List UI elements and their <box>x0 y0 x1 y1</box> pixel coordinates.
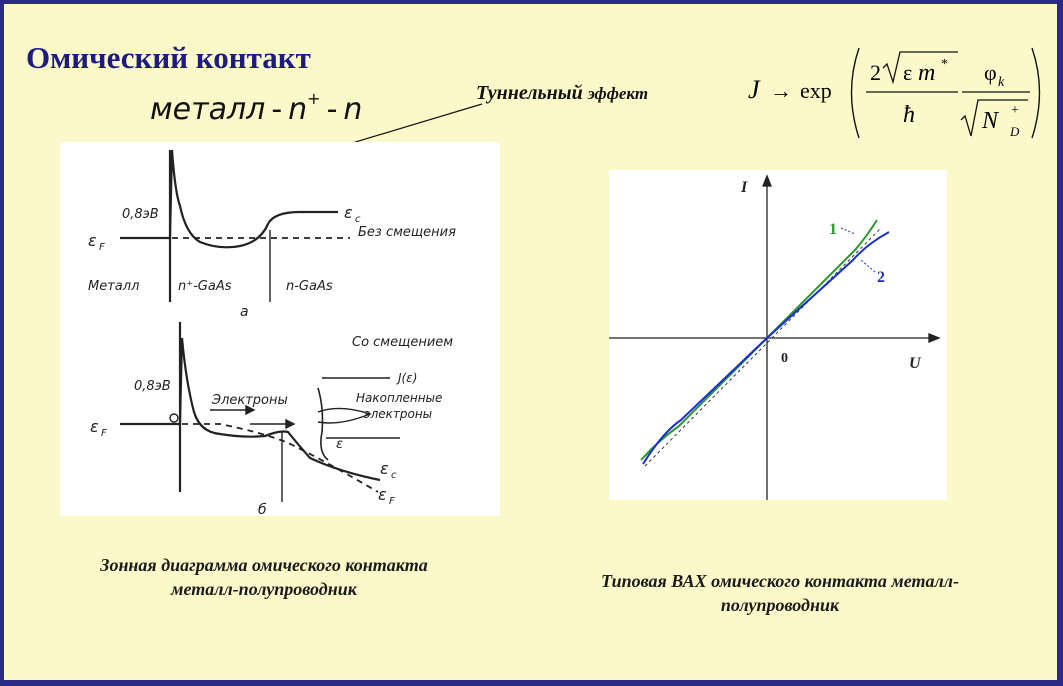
eq-hbar: ħ <box>903 102 915 128</box>
ef-label-b2: ε <box>378 485 387 504</box>
iv-plot-panel <box>609 170 947 500</box>
iv-curve2-label: 2 <box>877 269 885 286</box>
barrier-label-a: 0,8эВ <box>122 207 159 222</box>
iv-linear-ref <box>645 228 881 466</box>
band-a-conduction <box>120 150 338 247</box>
band-b-distribution <box>318 388 328 460</box>
slide-title: Омический контакт <box>26 40 311 75</box>
accumulated-label-2: электроны <box>364 407 433 421</box>
iv-y-arrowhead <box>763 176 771 186</box>
barrier-label-b: 0,8эВ <box>134 379 171 394</box>
ef-label-b: ε <box>90 417 99 436</box>
ec-label-a: ε <box>344 203 353 222</box>
eq-star: * <box>941 57 948 72</box>
accumulated-label-1: Накопленные <box>356 391 443 405</box>
band-caption-line1: Зонная диаграмма омического контакта <box>100 555 428 575</box>
electrons-label: Электроны <box>212 393 288 408</box>
sublabel-b: б <box>258 502 267 516</box>
iv-caption-line2: полупроводник <box>720 595 840 615</box>
region-nplus: n⁺-GaAs <box>178 279 232 294</box>
no-bias-label: Без смещения <box>358 225 456 240</box>
band-diagram-panel <box>60 142 500 516</box>
eq-phi-sub: k <box>998 75 1005 90</box>
ec-sub-b: c <box>391 470 397 481</box>
iv-caption <box>530 569 1030 617</box>
band-b-electron <box>170 414 178 422</box>
eq-paren-left <box>852 48 860 138</box>
ec-label-b: ε <box>380 459 389 478</box>
iv-x-arrowhead <box>929 334 939 342</box>
eq-n: N <box>982 108 999 134</box>
iv-pointer-2 <box>861 260 875 272</box>
eq-j: J <box>748 75 760 104</box>
structure-dash-2: - <box>326 92 338 127</box>
eq-arrow: → <box>770 78 792 103</box>
eq-coef: 2 <box>870 60 881 85</box>
band-b-accum <box>318 408 370 423</box>
region-n: n-GaAs <box>286 279 333 294</box>
iv-axis-x-label: U <box>909 355 921 372</box>
band-caption <box>34 553 494 601</box>
iv-curve1-label: 1 <box>829 221 837 238</box>
eq-exp: exp <box>800 78 832 103</box>
sublabel-a: а <box>240 304 249 320</box>
eq-n-sup: + <box>1011 103 1019 118</box>
iv-axis-y-label: I <box>741 179 748 196</box>
eq-n-sub: D <box>1010 124 1020 139</box>
eq-eps: ε <box>903 60 913 85</box>
electrons-arrowhead-2 <box>286 420 294 428</box>
structure-nplus: n <box>288 92 308 127</box>
eq-m: m <box>918 60 936 86</box>
band-b-fermi <box>182 424 378 492</box>
structure-n: n <box>343 92 363 127</box>
j-label: J(ε) <box>398 371 418 385</box>
with-bias-label: Со смещением <box>352 335 454 350</box>
ef-sub-b2: F <box>389 496 395 507</box>
iv-plot <box>609 170 947 500</box>
band-diagram <box>60 142 500 516</box>
tunnel-effect-word1: Туннельный <box>476 82 583 104</box>
slide <box>4 4 1057 680</box>
iv-curve-2 <box>643 232 889 464</box>
iv-origin-label: 0 <box>781 351 788 366</box>
tunnel-effect-word2: эффект <box>587 84 649 103</box>
region-metal: Металл <box>88 279 140 294</box>
ef-label-a: ε <box>88 231 97 250</box>
structure-metal: металл <box>150 92 266 127</box>
structure-dash-1: - <box>271 92 283 127</box>
eq-phi: φ <box>984 60 997 85</box>
ec-sub-a: c <box>355 214 361 225</box>
eps-small-label: ε <box>336 437 344 452</box>
ef-sub-a: F <box>99 242 105 253</box>
eq-paren-right <box>1032 48 1040 138</box>
band-caption-line2: металл-полупроводник <box>171 579 357 599</box>
structure-nplus-sup: + <box>307 89 321 108</box>
ef-sub-b: F <box>101 428 107 439</box>
tunneling-equation <box>748 40 1048 144</box>
iv-caption-line1: Типовая ВАХ омического контакта металл- <box>601 571 959 591</box>
iv-pointer-1 <box>841 228 855 234</box>
